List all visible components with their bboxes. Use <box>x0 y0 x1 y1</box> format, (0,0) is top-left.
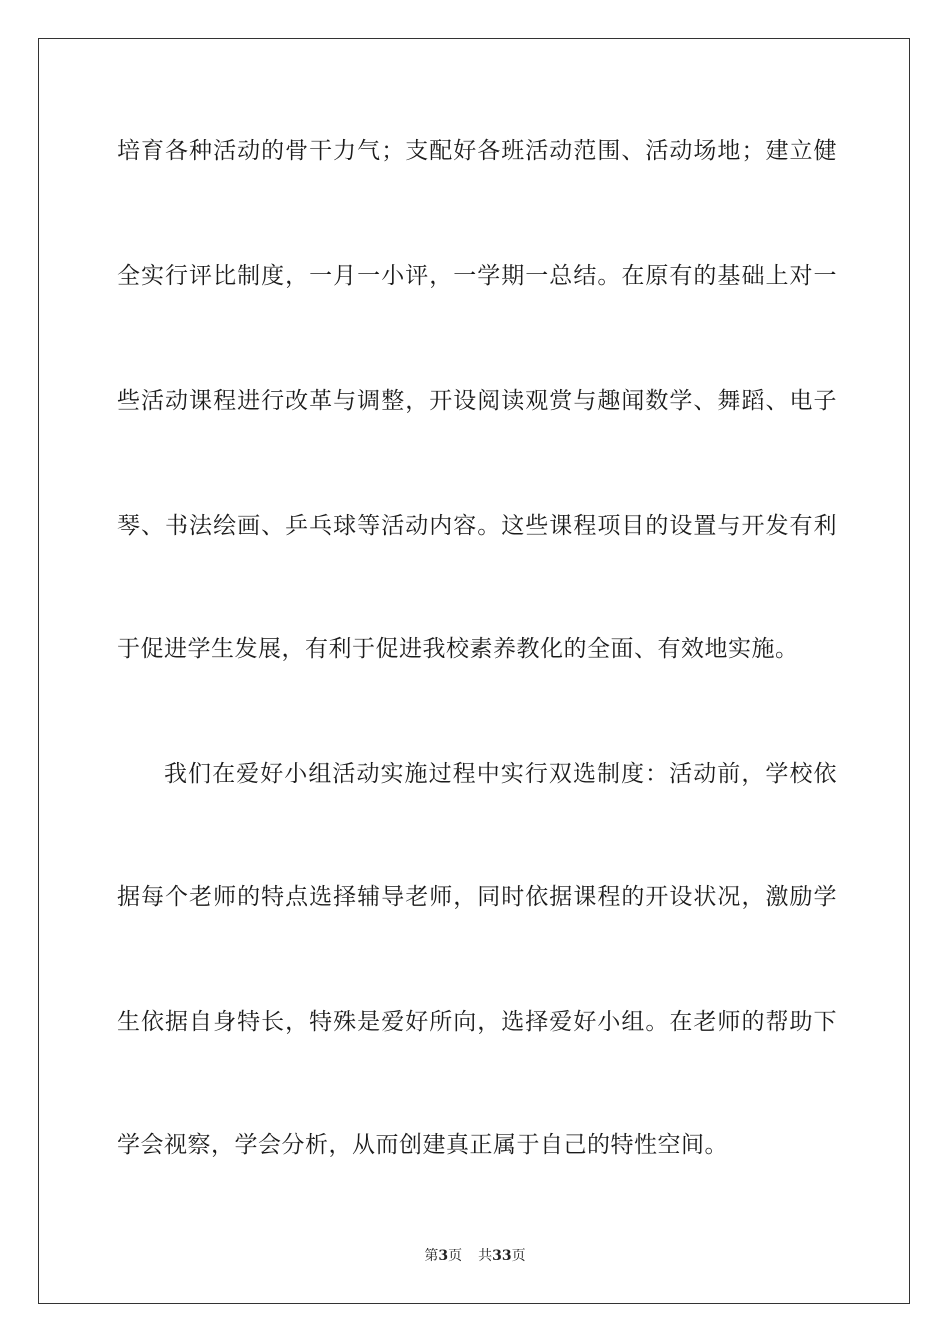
page-number: 3 <box>438 1248 449 1264</box>
paragraph-2-line-4: 学会视察，学会分析，从而创建真正属于自己的特性空间。 <box>117 1132 728 1158</box>
total-pages: 33 <box>492 1248 512 1264</box>
paragraph-1-line-3: 些活动课程进行改革与调整，开设阅读观赏与趣闻数学、舞蹈、电子 <box>117 388 837 414</box>
paragraph-1-line-1: 培育各种活动的骨干力气；支配好各班活动范围、活动场地；建立健 <box>117 138 837 164</box>
page-prefix: 第 <box>424 1248 439 1264</box>
paragraph-2-line-3: 生依据自身特长，特殊是爱好所向，选择爱好小组。在老师的帮助下 <box>117 1009 837 1035</box>
paragraph-2-line-2: 据每个老师的特点选择辅导老师，同时依据课程的开设状况，激励学 <box>117 884 837 910</box>
paragraph-1-line-2: 全实行评比制度，一月一小评，一学期一总结。在原有的基础上对一 <box>117 263 837 289</box>
paragraph-2-line-1: 我们在爱好小组活动实施过程中实行双选制度：活动前，学校依 <box>164 761 837 787</box>
total-prefix: 共 <box>478 1248 493 1264</box>
paragraph-1-line-5: 于促进学生发展，有利于促进我校素养教化的全面、有效地实施。 <box>117 636 799 662</box>
page-footer <box>0 1247 950 1265</box>
page-frame <box>38 38 910 1304</box>
page-suffix: 页 <box>448 1248 463 1264</box>
total-suffix: 页 <box>511 1248 526 1264</box>
paragraph-1-line-4: 琴、书法绘画、乒乓球等活动内容。这些课程项目的设置与开发有利 <box>117 513 837 539</box>
